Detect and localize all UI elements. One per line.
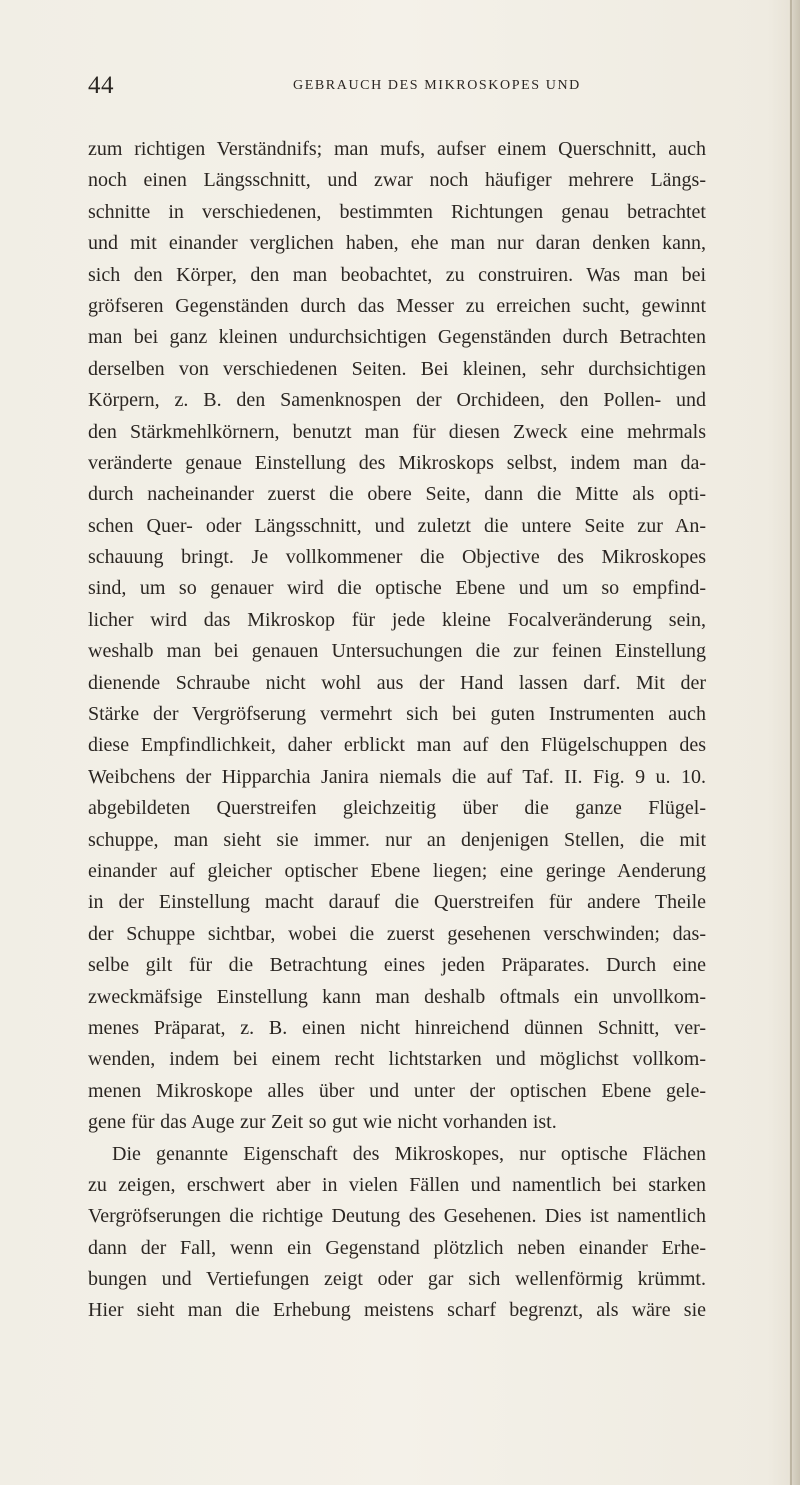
text-line: in der Einstellung macht darauf die Querstreifen für andere Theile (88, 891, 706, 914)
text-line: menen Mikroskope alles über und unter der optischen Ebene gele- (88, 1079, 706, 1102)
text-line: schnitte in verschiedenen, bestimmten Richtungen genau betrachtet (88, 200, 706, 223)
text-line: gene für das Auge zur Zeit so gut wie nicht vorhanden ist. (88, 1111, 557, 1134)
text-line: wenden, indem bei einem recht lichtstarken und möglichst vollkom- (88, 1048, 706, 1071)
text-line: man bei ganz kleinen undurchsichtigen Gegenständen durch Betrachten (88, 326, 706, 349)
text-line: sich den Körper, den man beobachtet, zu construiren. Was man bei (88, 263, 706, 286)
text-line: durch nacheinander zuerst die obere Seite, dann die Mitte als opti- (88, 483, 706, 506)
text-line: Körpern, z. B. den Samenknospen der Orchideen, den Pollen- und (88, 389, 706, 412)
text-line: diese Empfindlichkeit, daher erblickt man auf den Flügelschuppen des (88, 734, 706, 757)
text-line: Hier sieht man die Erhebung meistens scharf begrenzt, als wäre sie (88, 1299, 706, 1322)
text-line: Die genannte Eigenschaft des Mikroskopes, nur optische Flächen (112, 1142, 706, 1165)
text-line: und mit einander verglichen haben, ehe man nur daran denken kann, (88, 232, 706, 255)
body-text (88, 134, 706, 1327)
text-line: Stärke der Vergröfserung vermehrt sich bei guten Instrumenten auch (88, 703, 706, 726)
text-line: noch einen Längsschnitt, und zwar noch häufiger mehrere Längs- (88, 169, 706, 192)
text-line: veränderte genaue Einstellung des Mikroskops selbst, indem man da- (88, 451, 706, 474)
text-line: Vergröfserungen die richtige Deutung des Gesehenen. Dies ist namentlich (88, 1205, 706, 1228)
text-line: zum richtigen Verständnifs; man mufs, aufser einem Querschnitt, auch (88, 138, 706, 160)
text-line: abgebildeten Querstreifen gleichzeitig über die ganze Flügel- (88, 797, 706, 820)
text-line: schuppe, man sieht sie immer. nur an denjenigen Stellen, die mit (88, 828, 706, 851)
text-line: einander auf gleicher optischer Ebene liegen; eine geringe Aenderung (88, 859, 706, 882)
text-line: zweckmäfsige Einstellung kann man deshalb oftmals ein unvollkom- (88, 985, 706, 1008)
text-line: dienende Schraube nicht wohl aus der Hand lassen darf. Mit der (88, 671, 706, 694)
text-line: licher wird das Mikroskop für jede kleine Focalveränderung sein, (88, 608, 706, 631)
running-head: GEBRAUCH DES MIKROSKOPES UND (293, 78, 581, 93)
page-header (88, 66, 728, 106)
text-line: der Schuppe sichtbar, wobei die zuerst gesehenen verschwinden; das- (88, 922, 706, 945)
text-line: schauung bringt. Je vollkommener die Objective des Mikroskopes (88, 546, 706, 569)
text-line: den Stärkmehlkörnern, benutzt man für diesen Zweck eine mehrmals (88, 420, 706, 443)
text-line: bungen und Vertiefungen zeigt oder gar sich wellenförmig krümmt. (88, 1268, 706, 1291)
text-line: gröfseren Gegenständen durch das Messer zu erreichen sucht, gewinnt (88, 294, 706, 317)
text-line: sind, um so genauer wird die optische Ebene und um so empfind- (88, 577, 706, 600)
text-line: weshalb man bei genauen Untersuchungen die zur feinen Einstellung (88, 640, 706, 663)
text-line: selbe gilt für die Betrachtung eines jeden Präparates. Durch eine (88, 954, 706, 977)
page-edge-line (790, 0, 792, 1485)
text-line: dann der Fall, wenn ein Gegenstand plötzlich neben einander Erhe- (88, 1236, 706, 1259)
page-number: 44 (88, 72, 114, 99)
text-line: menes Präparat, z. B. einen nicht hinreichend dünnen Schnitt, ver- (88, 1016, 706, 1039)
text-line: schen Quer- oder Längsschnitt, und zuletzt die untere Seite zur An- (88, 514, 706, 537)
text-line: zu zeigen, erschwert aber in vielen Fällen und namentlich bei starken (88, 1173, 706, 1196)
text-line: Weibchens der Hipparchia Janira niemals die auf Taf. II. Fig. 9 u. 10. (88, 765, 706, 788)
text-line: derselben von verschiedenen Seiten. Bei kleinen, sehr durchsichtigen (88, 357, 706, 380)
